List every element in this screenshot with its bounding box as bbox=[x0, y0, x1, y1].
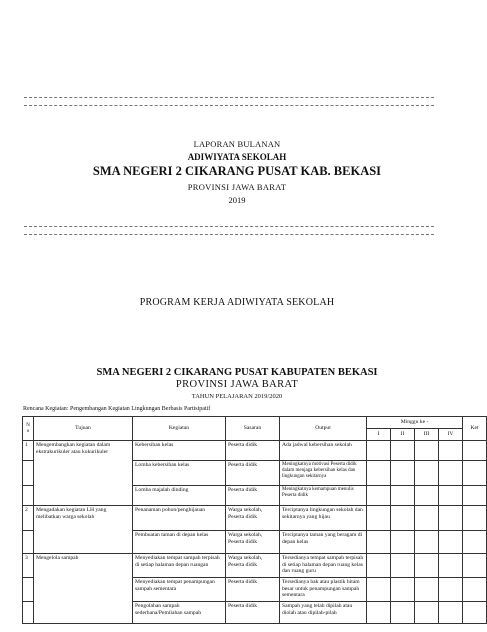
week-header: III bbox=[415, 429, 439, 441]
row-kegiatan: Lomba kebersihan kelas bbox=[133, 461, 226, 486]
row-sasaran: Peserta didik bbox=[226, 602, 280, 624]
table-row bbox=[23, 554, 487, 578]
row-sasaran: Warga sekolah, Peserta didik bbox=[226, 531, 280, 554]
row-output: Meningkatnya kemampuan menulis Peserta didik bbox=[280, 486, 367, 506]
row-no bbox=[23, 578, 34, 602]
header-kegiatan: Kegiatan bbox=[133, 417, 226, 441]
week-header: I bbox=[367, 429, 391, 441]
row-kegiatan: Pembuatan taman di depan kelas bbox=[133, 531, 226, 554]
row-sasaran: Peserta didik bbox=[226, 486, 280, 506]
row-output: Terciptanya lingkungan sekolah dan sekitarnya yang hijau bbox=[280, 506, 367, 531]
row-sasaran: Warga sekolah, Peserta didik bbox=[226, 554, 280, 578]
plan-province: PROVINSI JAWA BARAT bbox=[175, 379, 299, 390]
row-tujuan: Mengelola sampah bbox=[34, 554, 133, 624]
row-no bbox=[23, 486, 34, 506]
school-name: SMA NEGERI 2 CIKARANG PUSAT KAB. BEKASI bbox=[92, 164, 382, 178]
report-type: LAPORAN BULANAN bbox=[193, 139, 281, 149]
row-no bbox=[23, 461, 34, 486]
province: PROVINSI JAWA BARAT bbox=[187, 182, 287, 192]
work-plan-table bbox=[22, 416, 487, 624]
header-minggu: Minggu ke - bbox=[367, 417, 463, 429]
table-row bbox=[23, 506, 487, 531]
header-tujuan: Tujuan bbox=[34, 417, 133, 441]
row-output: Ada jadwal kebersihan sekolah bbox=[280, 441, 367, 461]
row-no bbox=[23, 531, 34, 554]
plan-school-name: SMA NEGERI 2 CIKARANG PUSAT KABUPATEN BEKASI bbox=[96, 367, 378, 378]
row-tujuan: Mengembangkan kegiatan dalam ekstrakurikuler atau kokurikuler bbox=[34, 441, 133, 506]
row-sasaran: Warga sekolah, Peserta didik bbox=[226, 506, 280, 531]
header-no: N o bbox=[23, 417, 34, 441]
row-kegiatan: Menyediakan tempat penampungan sampah sementara bbox=[133, 578, 226, 602]
row-no bbox=[23, 602, 34, 624]
week-header: IV bbox=[439, 429, 463, 441]
activity-plan-caption: Rencana Kegiatan: Pengembangan Kegiatan Lingkungan Berbasis Partisipatif bbox=[23, 406, 211, 412]
row-tujuan: Mengadakan kegiatan LH yang melibatkan warga sekolah bbox=[34, 506, 133, 554]
row-output: Terciptanya taman yang beragam di depan kelas bbox=[280, 531, 367, 554]
row-kegiatan: Lomba majalah dinding bbox=[133, 486, 226, 506]
program-name: ADIWIYATA SEKOLAH bbox=[187, 152, 287, 162]
row-sasaran: Peserta didik bbox=[226, 441, 280, 461]
header-ket: Ket bbox=[463, 417, 487, 441]
row-no: 2 bbox=[23, 506, 34, 531]
top-divider-1 bbox=[24, 97, 434, 98]
table-row bbox=[23, 441, 487, 461]
header-output: Output bbox=[280, 417, 367, 441]
header-sasaran: Sasaran bbox=[226, 417, 280, 441]
row-no: 3 bbox=[23, 554, 34, 578]
row-sasaran: Peserta didik bbox=[226, 461, 280, 486]
row-sasaran: Peserta didik bbox=[226, 578, 280, 602]
week-header: II bbox=[391, 429, 415, 441]
report-year: 2019 bbox=[228, 195, 246, 205]
row-output: Tersedianya bak atau plastik hitam besar untuk penampungan sampah sementara bbox=[280, 578, 367, 602]
row-kegiatan: Kebersihan kelas bbox=[133, 441, 226, 461]
row-no: 1 bbox=[23, 441, 34, 461]
row-output: Meningkatnya motivasi Peserta didik dalam menjaga kebersihan kelas dan lingkungan sekitarnya bbox=[280, 461, 367, 486]
middle-divider-1 bbox=[24, 226, 434, 227]
row-kegiatan: Penanaman pohon/penghijauan bbox=[133, 506, 226, 531]
top-divider-2 bbox=[24, 105, 434, 106]
row-output: Sampah yang telah dipilah atau diolah atau dipilah-pilah bbox=[280, 602, 367, 624]
row-output: Tersedianya tempat sampah terpisah di setiap halaman depan ruang kelas dan ruang guru bbox=[280, 554, 367, 578]
row-kegiatan: Menyediakan tempat sampah terpisah di setiap halaman depan ruangan bbox=[133, 554, 226, 578]
section-title: PROGRAM KERJA ADIWIYATA SEKOLAH bbox=[139, 297, 335, 308]
academic-year: TAHUN PELAJARAN 2019/2020 bbox=[191, 393, 283, 400]
row-kegiatan: Pengolahan sampah sederhana/Pemilahan sampah bbox=[133, 602, 226, 624]
middle-divider-2 bbox=[24, 234, 434, 235]
